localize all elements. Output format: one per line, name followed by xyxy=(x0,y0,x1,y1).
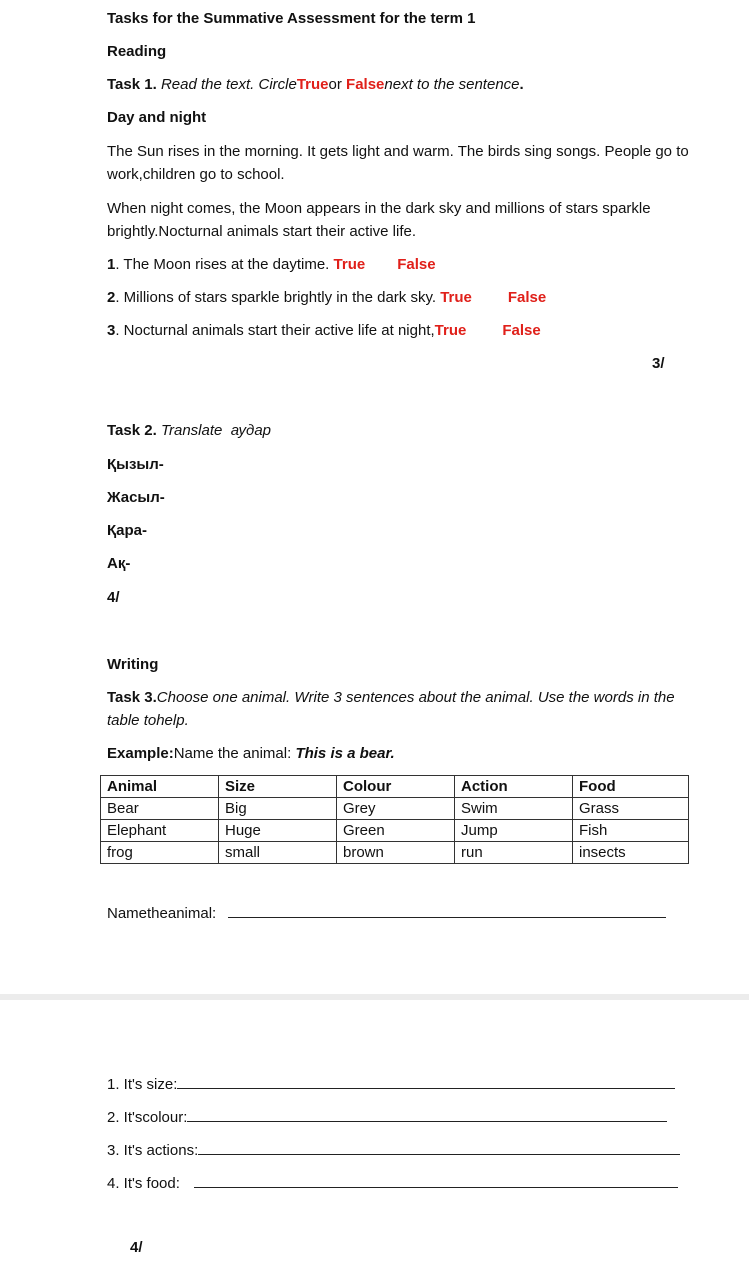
example-answer: This is a bear. xyxy=(295,745,395,762)
table-cell: Grey xyxy=(337,798,455,820)
task1-instruction xyxy=(107,75,524,95)
reading-paragraph-1: The Sun rises in the morning. It gets light and warm. The birds sing songs. People go to work,children go to school. xyxy=(107,143,689,183)
statement-3-num: 3 xyxy=(107,322,116,339)
answer-blank[interactable] xyxy=(194,1173,678,1188)
table-cell: Green xyxy=(337,820,455,842)
statement-2 xyxy=(107,288,546,308)
table-cell: brown xyxy=(337,842,455,864)
example-label: Example: xyxy=(107,745,174,762)
table-cell: Fish xyxy=(573,820,689,842)
prompt-food-label: 4. It's food: xyxy=(107,1175,180,1192)
page-title: Tasks for the Summative Assessment for the term 1 xyxy=(107,10,476,27)
table-cell: small xyxy=(219,842,337,864)
answer-blank[interactable] xyxy=(187,1107,667,1122)
table-header: Size xyxy=(219,776,337,798)
reading-paragraph-2: When night comes, the Moon appears in the dark sky and millions of stars sparkle brightly.Nocturnal animals start their active life. xyxy=(107,200,651,240)
task1-score: 3/ xyxy=(652,355,665,372)
table-row xyxy=(101,798,689,820)
task3-instruction xyxy=(107,686,697,732)
statement-3 xyxy=(107,321,541,341)
text-title: Day and night xyxy=(107,109,207,126)
statement-3-false[interactable]: False xyxy=(502,322,541,339)
table-cell: run xyxy=(455,842,573,864)
task1-instr-end: . xyxy=(519,76,524,93)
table-header: Food xyxy=(573,776,689,798)
table-cell: Swim xyxy=(455,798,573,820)
prompt-colour xyxy=(107,1107,667,1128)
prompt-size-label: 1. It's size: xyxy=(107,1076,178,1093)
translate-word-1: Қызыл- xyxy=(107,456,164,473)
statement-2-text: . Millions of stars sparkle brightly in the dark sky. xyxy=(115,289,441,306)
example-text: Name the animal: xyxy=(173,745,296,762)
name-the-animal-label: Nametheanimal: xyxy=(107,905,217,922)
task1-instr-true: True xyxy=(296,76,329,93)
table-row xyxy=(101,842,689,864)
statement-1-text: . The Moon rises at the daytime. xyxy=(115,256,334,273)
answer-blank[interactable] xyxy=(228,903,666,918)
statement-2-num: 2 xyxy=(107,289,116,306)
table-row xyxy=(101,820,689,842)
table-cell: insects xyxy=(573,842,689,864)
statement-2-false[interactable]: False xyxy=(507,289,547,306)
prompt-colour-label: 2. It'scolour: xyxy=(107,1109,188,1126)
table-header-row xyxy=(101,776,689,798)
name-the-animal-line xyxy=(107,903,666,924)
task3-instr: Choose one animal. Write 3 sentences about the animal. Use the words in the table tohelp. xyxy=(107,689,675,729)
translate-word-2: Жасыл- xyxy=(107,489,165,506)
animal-table xyxy=(100,775,689,864)
page-separator xyxy=(0,994,749,1000)
task2-instr-kz: аудар xyxy=(230,422,272,439)
table-header: Colour xyxy=(337,776,455,798)
statement-2-true[interactable]: True xyxy=(440,289,472,306)
section-writing: Writing xyxy=(107,656,159,673)
table-header: Action xyxy=(455,776,573,798)
table-cell: Elephant xyxy=(101,820,219,842)
table-header: Animal xyxy=(101,776,219,798)
task3-score: 4/ xyxy=(130,1239,143,1256)
answer-blank[interactable] xyxy=(198,1140,680,1155)
task2-score: 4/ xyxy=(107,589,120,606)
prompt-food xyxy=(107,1173,678,1194)
example-line xyxy=(107,744,395,764)
statement-1-num: 1 xyxy=(107,256,116,273)
task3-label: Task 3. xyxy=(107,689,157,706)
statement-3-text: . Nocturnal animals start their active life at night, xyxy=(115,322,435,339)
task2-instruction xyxy=(107,421,271,441)
task2-label: Task 2. xyxy=(107,422,157,439)
table-cell: Bear xyxy=(101,798,219,820)
table-cell: Jump xyxy=(455,820,573,842)
table-cell: Big xyxy=(219,798,337,820)
table-cell: Huge xyxy=(219,820,337,842)
translate-word-4: Ақ- xyxy=(107,555,131,572)
answer-blank[interactable] xyxy=(177,1074,675,1089)
task1-instr-b: next to the sentence xyxy=(384,76,520,93)
task2-instr: Translate xyxy=(160,422,223,439)
statement-3-true[interactable]: True xyxy=(434,322,467,339)
table-cell: frog xyxy=(101,842,219,864)
task1-instr-a: Read the text. Circle xyxy=(160,76,297,93)
statement-1-false[interactable]: False xyxy=(397,256,436,273)
translate-word-3: Қара- xyxy=(107,522,147,539)
prompt-size xyxy=(107,1074,675,1095)
task1-instr-false: False xyxy=(346,76,385,93)
statement-1 xyxy=(107,255,436,275)
prompt-actions-label: 3. It's actions: xyxy=(107,1142,199,1159)
task1-label: Task 1. xyxy=(107,76,157,93)
statement-1-true[interactable]: True xyxy=(333,256,366,273)
table-cell: Grass xyxy=(573,798,689,820)
task1-instr-or: or xyxy=(328,76,342,93)
prompt-actions xyxy=(107,1140,680,1161)
section-reading: Reading xyxy=(107,43,167,60)
